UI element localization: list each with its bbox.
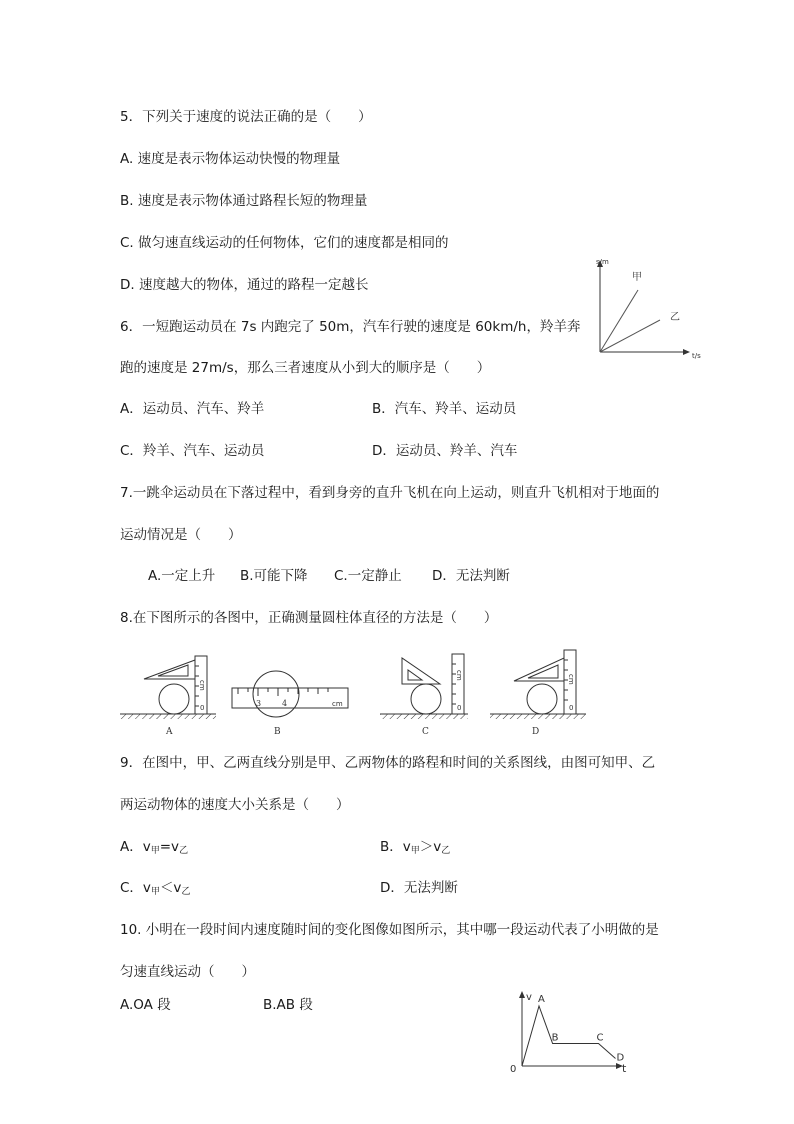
q5-option-d: D. 速度越大的物体，通过的路程一定越长 [120,277,369,293]
st-y-axis-label: s/m [596,258,609,266]
q8-c-zero-mark: 0 [457,704,462,712]
q8-stem: 8.在下图所示的各图中，正确测量圆柱体直径的方法是（ ） [120,610,498,626]
q8-b-tick-4: 4 [282,699,288,708]
q7-option-d: D．无法判断 [432,568,510,584]
q8-figure-a [120,656,216,736]
q7-option-c: C.一定静止 [334,568,402,584]
q6-stem-line2: 跑的速度是 27m/s，那么三者速度从小到大的顺序是（ ） [120,360,491,376]
q9-stem-line1: 9．在图中，甲、乙两直线分别是甲、乙两物体的路程和时间的关系图线，由图可知甲、乙 [120,755,656,771]
q6-stem-line1: 6．一短跑运动员在 7s 内跑完了 50m，汽车行驶的速度是 60km/h，羚羊奔 [120,319,581,335]
vt-x-axis-label: t [622,1062,627,1075]
q10-stem-line1: 10. 小明在一段时间内速度随时间的变化图像如图所示，其中哪一段运动代表了小明做的是 [120,922,659,938]
vt-point-label-c: C [596,1032,604,1044]
q5-option-c: C. 做匀速直线运动的任何物体，它们的速度都是相同的 [120,235,449,251]
q8-figure-d [490,650,586,736]
vt-y-axis-label: v [526,992,532,1003]
q7-stem-line2: 运动情况是（ ） [120,527,242,543]
vt-graph [508,986,638,1078]
q6-option-a: A．运动员、汽车、羚羊 [120,401,265,417]
q6-option-b: B．汽车、羚羊、运动员 [372,401,517,417]
q8-a-zero-mark: 0 [200,704,205,712]
vt-point-label-d: D [616,1052,625,1064]
vt-point-label-0: 0 [510,1064,517,1075]
q5-option-b: B. 速度是表示物体通过路程长短的物理量 [120,193,368,209]
q9-option-c: C．$v_甲<v_乙$ [120,880,191,897]
st-graph [588,252,718,364]
q9-option-d: D．无法判断 [380,880,458,896]
q9-option-a: A．$v_甲=v_乙$ [120,839,189,856]
q8-label-c: C [422,727,429,736]
q6-option-d: D．运动员、羚羊、汽车 [372,443,518,459]
st-line-jia [600,290,638,352]
q8-figure-c [380,654,468,736]
st-line-yi [600,320,660,352]
q8-figure-b [232,671,348,736]
q7-stem-line1: 7.一跳伞运动员在下落过程中，看到身旁的直升飞机在向上运动，则直升飞机相对于地面的 [120,485,660,501]
q8-b-ruler-unit: cm [332,700,343,708]
q10-stem-line2: 匀速直线运动（ ） [120,964,255,980]
vt-point-label-b: B [551,1032,559,1044]
q5-stem: 5．下列关于速度的说法正确的是（ ） [120,109,372,125]
q8-label-a: A [166,727,173,736]
q10-option-b: B.AB 段 [263,997,313,1013]
q6-option-c: C．羚羊、汽车、运动员 [120,443,265,459]
q8-figures [118,644,598,736]
q9-option-b: B．$v_甲>v_乙$ [380,839,451,856]
q8-c-ruler-unit: cm [455,670,463,681]
st-x-axis-label: t/s [692,352,701,360]
q8-b-tick-3: 3 [256,699,262,708]
st-line-label-yi: 乙 [670,312,680,323]
q9-stem-line2: 两运动物体的速度大小关系是（ ） [120,797,350,813]
q10-option-a: A.OA 段 [120,997,171,1013]
q8-d-zero-mark: 0 [569,704,574,712]
st-line-label-jia: 甲 [632,272,642,283]
q8-label-d: D [532,727,540,736]
q8-label-b: B [274,727,281,736]
q5-option-a: A. 速度是表示物体运动快慢的物理量 [120,151,341,167]
q8-a-ruler-unit: cm [198,680,206,691]
vt-point-label-a: A [538,994,545,1005]
q7-option-a: A.一定上升 [148,568,216,584]
q7-option-b: B.可能下降 [240,568,308,584]
q8-d-ruler-unit: cm [567,674,575,685]
